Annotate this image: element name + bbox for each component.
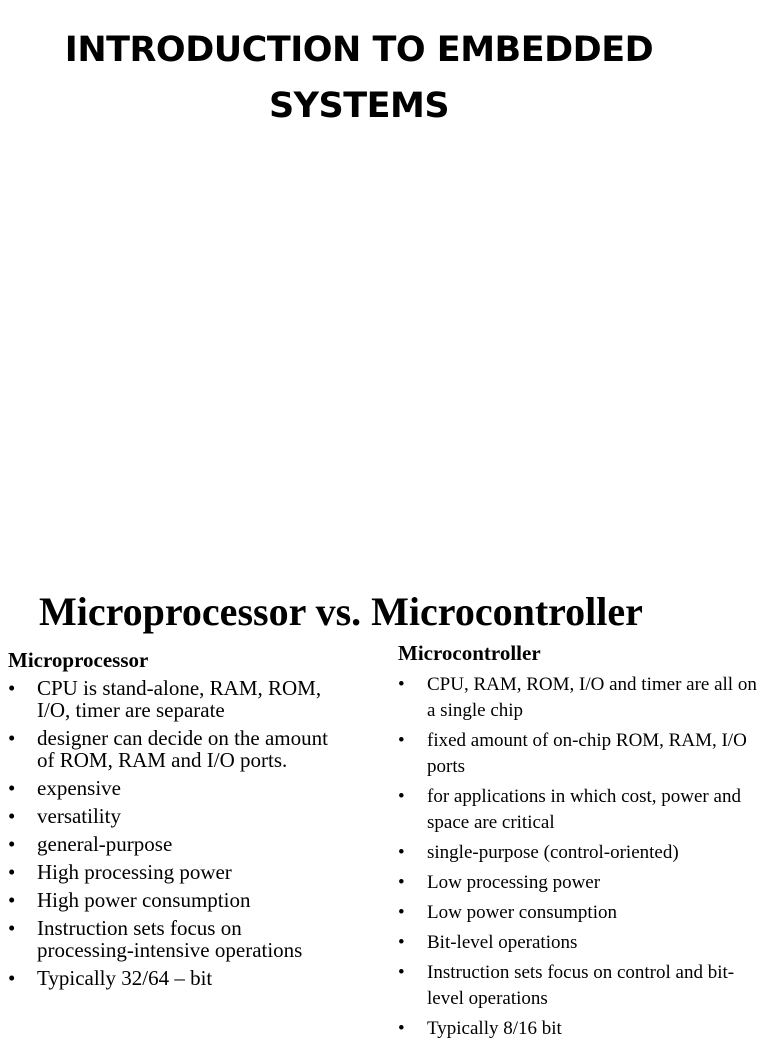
list-item-text: Low processing power <box>427 872 601 893</box>
microcontroller-column <box>398 640 763 1042</box>
list-item <box>8 917 338 961</box>
list-item-text: High power consumption <box>37 888 251 912</box>
list-item-text: Typically 32/64 – bit <box>37 966 213 990</box>
bullet-icon: • <box>8 888 16 912</box>
microcontroller-list <box>398 672 763 1042</box>
bullet-icon: • <box>398 842 405 863</box>
bullet-icon: • <box>8 860 16 884</box>
list-item <box>8 777 338 799</box>
microprocessor-heading: Microprocessor <box>8 648 149 672</box>
slide-1-title-line-1: INTRODUCTION TO EMBEDDED <box>64 30 654 70</box>
microprocessor-column <box>8 647 338 989</box>
list-item-text: CPU, RAM, ROM, I/O and timer are all on a single chip <box>427 674 757 721</box>
list-item-text: single-purpose (control-oriented) <box>427 842 679 863</box>
bullet-icon: • <box>8 916 16 940</box>
list-item <box>398 960 763 1012</box>
list-item-text: High processing power <box>37 860 232 884</box>
slide-1-title-line-2: SYSTEMS <box>268 86 450 126</box>
slide-1-title <box>0 22 718 134</box>
list-item <box>398 900 763 926</box>
bullet-icon: • <box>398 932 405 953</box>
bullet-icon: • <box>398 786 405 807</box>
list-item-text: general-purpose <box>37 832 173 856</box>
list-item <box>8 967 338 989</box>
list-item-text: for applications in which cost, power and space are critical <box>427 786 741 833</box>
bullet-icon: • <box>8 726 16 750</box>
list-item <box>398 784 763 836</box>
list-item-text: Instruction sets focus on control and bit-level operations <box>427 962 735 1009</box>
slide-2-title: Microprocessor vs. Microcontroller <box>39 589 643 634</box>
bullet-icon: • <box>8 832 16 856</box>
list-item <box>8 833 338 855</box>
list-item-text: CPU is stand-alone, RAM, ROM, I/O, timer are separate <box>37 676 322 722</box>
bullet-icon: • <box>398 962 405 983</box>
microprocessor-list <box>8 677 338 989</box>
bullet-icon: • <box>8 676 16 700</box>
bullet-icon: • <box>8 804 16 828</box>
list-item <box>398 728 763 780</box>
list-item-text: designer can decide on the amount of ROM, RAM and I/O ports. <box>37 726 328 772</box>
list-item <box>8 727 338 771</box>
bullet-icon: • <box>8 966 16 990</box>
bullet-icon: • <box>398 1018 405 1039</box>
bullet-icon: • <box>398 674 405 695</box>
list-item-text: Instruction sets focus on processing-intensive operations <box>37 916 303 962</box>
list-item-text: Typically 8/16 bit <box>427 1018 562 1039</box>
list-item-text: fixed amount of on-chip ROM, RAM, I/O ports <box>427 730 747 777</box>
list-item <box>398 840 763 866</box>
list-item <box>398 870 763 896</box>
list-item <box>398 672 763 724</box>
list-item-text: versatility <box>37 804 121 828</box>
list-item-text: expensive <box>37 776 121 800</box>
list-item <box>398 930 763 956</box>
list-item <box>8 805 338 827</box>
bullet-icon: • <box>398 730 405 751</box>
list-item-text: Bit-level operations <box>427 932 578 953</box>
microcontroller-heading: Microcontroller <box>398 641 541 665</box>
list-item-text: Low power consumption <box>427 902 617 923</box>
list-item <box>8 889 338 911</box>
bullet-icon: • <box>398 902 405 923</box>
bullet-icon: • <box>398 872 405 893</box>
list-item <box>8 677 338 721</box>
list-item <box>398 1016 763 1042</box>
list-item <box>8 861 338 883</box>
bullet-icon: • <box>8 776 16 800</box>
